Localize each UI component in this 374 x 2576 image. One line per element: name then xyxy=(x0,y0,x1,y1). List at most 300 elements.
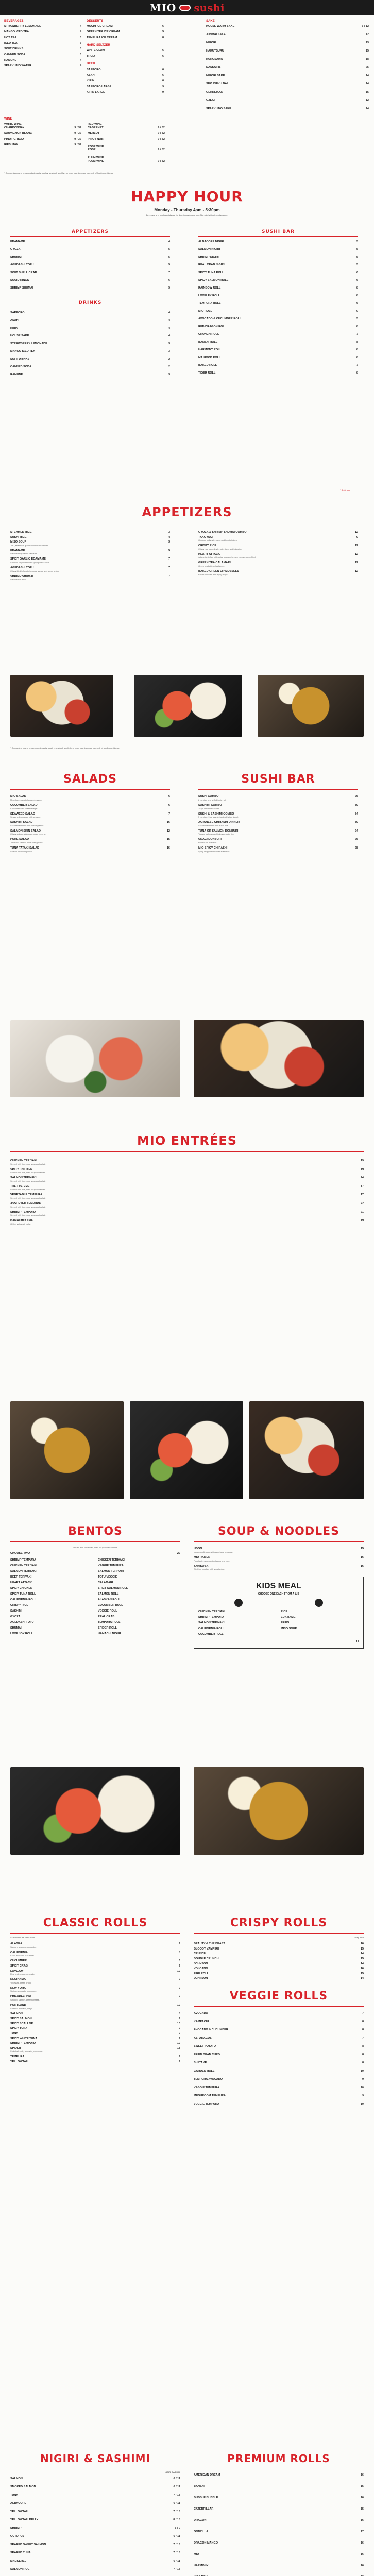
menu-item-price: 15 xyxy=(360,2507,364,2511)
happy-hour-subtitle: Monday - Thursday 4pm - 5:30pm xyxy=(154,207,220,212)
menu-item-row xyxy=(198,838,358,841)
menu-item-row xyxy=(206,49,369,58)
option-item: CUCUMBER ROLL xyxy=(98,1603,123,1607)
bentos-column xyxy=(10,1525,180,1638)
menu-item-name: CANNED SODA xyxy=(10,365,31,368)
menu-item-name: PINOT NOIR xyxy=(88,137,105,141)
menu-item-price: 8 xyxy=(178,1951,180,1954)
menu-item-row xyxy=(10,1193,364,1197)
menu-item-price: 9 xyxy=(178,2055,180,2059)
menu-item-name: SALMON SKIN SALAD xyxy=(10,829,41,833)
menu-item-name: SASHIMI SALAD xyxy=(10,821,33,824)
menu-item-price: 8 xyxy=(356,325,358,328)
menu-item-row xyxy=(10,2494,180,2502)
menu-item-name: DRAGON MANGO xyxy=(194,2541,218,2545)
menu-item-price: 16 xyxy=(360,1967,364,1971)
menu-item-name: BANZAI ROLL xyxy=(198,340,218,344)
menu-item-row xyxy=(198,310,358,317)
menu-item-name: SOFT DRINKS xyxy=(10,357,30,361)
menu-item-row xyxy=(194,2485,364,2496)
menu-item-price: 10 xyxy=(177,2022,180,2025)
option-item: SPICY SALMON ROLL xyxy=(98,1586,128,1590)
menu-item-price: 8 xyxy=(356,348,358,351)
menu-item-price: 6 / 11 xyxy=(173,2534,180,2538)
menu-item-price: 14 xyxy=(360,1977,364,1980)
option-item: SPICY CHICKEN xyxy=(10,1586,32,1590)
menu-item-name: ICED TEA xyxy=(4,42,18,45)
menu-item-price: 25 xyxy=(365,66,369,70)
menu-item-price: 12 xyxy=(166,829,170,833)
menu-item-price: 6 / 11 xyxy=(173,2477,180,2480)
menu-item-name: RAMUNE xyxy=(4,59,17,62)
menu-item-row xyxy=(206,107,369,115)
menu-item-name: CRISPY RICE xyxy=(198,544,217,548)
option-item: CALAMARI xyxy=(98,1581,113,1584)
hh-appetizers-title: APPETIZERS xyxy=(72,229,109,234)
menu-item-price: 9 xyxy=(362,2094,364,2098)
menu-item-row xyxy=(10,566,170,570)
desserts-list xyxy=(87,25,164,42)
menu-item-price: 15 xyxy=(166,838,170,841)
menu-item-name: GEKKEIKAN xyxy=(206,91,224,94)
menu-item-description: Salmon, avocado, cucumber. xyxy=(10,1945,37,1948)
menu-item-row xyxy=(10,319,170,327)
kids-meal-subtitle: CHOOSE ONE EACH FROM A & B xyxy=(258,1592,300,1596)
menu-item-row xyxy=(198,341,358,348)
menu-item-name: SHRIMP TEMPURA xyxy=(10,2042,37,2045)
menu-item-row xyxy=(198,294,358,302)
menu-item-description: Cucumber with sweet vinegar. xyxy=(10,807,38,810)
menu-item-description: Seasoned seaweed with sesame. xyxy=(10,816,41,819)
premium-rolls-column xyxy=(194,2452,364,2576)
classic-rolls-rule xyxy=(10,1933,180,1934)
menu-item-name: ASPARAGUS xyxy=(194,2037,212,2040)
menu-item-description: Broiled eel over rice. xyxy=(198,841,217,844)
menu-item-price: 6 xyxy=(162,73,164,77)
menu-item-name: SAPPORO xyxy=(10,311,25,314)
menu-item-row xyxy=(206,82,369,91)
rolls-section xyxy=(0,1917,374,2432)
menu-item-price: 10 xyxy=(177,1969,180,1973)
menu-item-price: 7 xyxy=(168,566,170,569)
menu-item-name: GYOZA xyxy=(10,247,21,251)
beverages-column xyxy=(4,18,81,70)
menu-item-price: 9 xyxy=(178,2027,180,2030)
menu-item-price: 4 xyxy=(168,326,170,330)
menu-item-name: ASSORTED TEMPURA xyxy=(10,1201,41,1205)
menu-item-price: 8 xyxy=(178,2012,180,2015)
menu-item-price: 21 xyxy=(360,1210,364,1214)
red-wine-list xyxy=(88,126,165,143)
menu-item-name: SEAWEED SALAD xyxy=(10,812,35,816)
menu-item-description: Stir fried noodles with vegetables. xyxy=(194,1568,225,1571)
menu-item-description: Real crab, mayo, avocado. xyxy=(10,1973,35,1976)
menu-item-price: 10 xyxy=(360,2103,364,2106)
menu-item-price: 16 xyxy=(360,1555,364,1559)
menu-item-price: 10 xyxy=(177,2042,180,2045)
menu-item-price: 7 xyxy=(356,363,358,367)
menu-item-price: 5 xyxy=(356,255,358,259)
menu-item-price: 5 xyxy=(168,255,170,259)
menu-item-name: SQUID RINGS xyxy=(10,278,29,282)
menu-item-row xyxy=(194,2045,364,2053)
happy-hour-section xyxy=(0,188,374,497)
menu-item-price: 8 xyxy=(362,2020,364,2024)
menu-item-name: ASAHI xyxy=(10,318,20,322)
menu-item-price: 6 xyxy=(356,278,358,282)
menu-item-row xyxy=(4,59,81,64)
menu-item-name: POKE SALAD xyxy=(10,838,29,841)
rose-wine-list xyxy=(88,148,165,154)
menu-item-row xyxy=(194,2086,364,2094)
menu-item-name: BAKED GREEN LIP MUSSELS xyxy=(198,569,239,573)
menu-item-price: 17 xyxy=(360,1193,364,1197)
menu-item-row xyxy=(198,364,358,371)
menu-item-row xyxy=(194,2078,364,2086)
menu-item-price: 6 xyxy=(168,795,170,799)
menu-item-price: 9 xyxy=(362,2078,364,2081)
hh-appetizers-column xyxy=(10,229,170,381)
menu-item-price: 9 / 32 xyxy=(74,131,81,135)
menu-item-price: 8 xyxy=(362,2053,364,2057)
menu-item-name: STEAMED RICE xyxy=(10,531,32,534)
menu-item-name: KIRIN xyxy=(10,326,18,330)
menu-item-price: 16 xyxy=(166,846,170,850)
menu-item-name: GODZILLA xyxy=(194,2530,209,2533)
happy-hour-title: HAPPY HOUR xyxy=(131,188,243,205)
menu-item-price: 7 xyxy=(362,2037,364,2040)
menu-item-name: RAINBOW ROLL xyxy=(198,286,221,290)
menu-item-price: 7 / 13 xyxy=(173,2543,180,2546)
appetizers-right xyxy=(198,531,358,579)
menu-item-name: TUNA xyxy=(10,2031,19,2035)
sushi-bar-photo xyxy=(194,1020,364,1097)
menu-item-price: 14 xyxy=(365,82,369,86)
menu-item-price: 2 xyxy=(168,357,170,361)
menu-item-name: RAMUNE xyxy=(10,372,23,376)
menu-item-row xyxy=(10,2042,180,2045)
menu-item-price: 10 xyxy=(177,2003,180,2007)
menu-item-price: 9 xyxy=(178,1986,180,1990)
menu-item-price: 12 xyxy=(365,33,369,37)
menu-item-name: TAKOYAKI xyxy=(198,535,213,539)
kids-a-icon xyxy=(234,1599,243,1607)
menu-item-price: 9 / 32 xyxy=(158,148,165,152)
menu-item-row xyxy=(198,325,358,333)
menu-item-name: SALMON NIGIRI xyxy=(198,247,220,251)
menu-item-price: 8 xyxy=(362,2045,364,2048)
menu-item-row xyxy=(4,143,81,149)
menu-item-name: LOVEJOY xyxy=(10,1969,24,1973)
option-item: CALIFORNIA ROLL xyxy=(10,1598,37,1601)
appetizers-title: APPETIZERS xyxy=(142,505,232,519)
menu-item-row xyxy=(10,540,170,544)
menu-item-name: SHRIMP SHUMAI xyxy=(10,574,33,578)
menu-item-row xyxy=(10,1942,180,1946)
menu-item-row xyxy=(10,334,170,342)
menu-item-row xyxy=(4,138,81,143)
menu-item-row xyxy=(194,1952,364,1956)
menu-item-description: Tuna and salmon poke over greens. xyxy=(10,841,43,844)
menu-item-row xyxy=(10,256,170,263)
menu-item-name: TUNA xyxy=(10,2493,19,2497)
menu-item-name: BLOODY VAMPIRE xyxy=(194,1947,219,1951)
wine-block xyxy=(4,115,200,165)
menu-item-row xyxy=(194,2103,364,2111)
menu-item-row xyxy=(10,1964,180,1968)
menu-item-row xyxy=(198,286,358,294)
menu-item-description: Served with rice, miso soup and salad. xyxy=(10,1196,46,1199)
option-item: SPICY TUNA ROLL xyxy=(10,1592,36,1596)
menu-item-name: HOT TEA xyxy=(4,36,17,40)
menu-item-name: CATERPILLAR xyxy=(194,2507,214,2511)
kids-price-row xyxy=(198,1640,359,1644)
menu-item-row xyxy=(10,2560,180,2568)
menu-item-price: 6 xyxy=(162,25,164,28)
menu-item-name: FIRE ROLL xyxy=(194,1972,209,1975)
menu-item-price: 3 xyxy=(79,47,81,51)
menu-item-name: UDON xyxy=(194,1547,202,1551)
menu-item-price: 8 xyxy=(356,294,358,297)
menu-item-row xyxy=(10,358,170,365)
menu-item-description: 15 pc assorted sashimi. xyxy=(198,807,220,810)
entrees-title: MIO ENTRÉES xyxy=(137,1133,237,1148)
menu-item-row xyxy=(10,240,170,248)
menu-item-row xyxy=(10,557,170,561)
menu-item-row xyxy=(194,1972,364,1976)
menu-item-price: 15 xyxy=(365,49,369,53)
appetizer-photo-2 xyxy=(134,675,242,737)
menu-item-row xyxy=(194,1977,364,1980)
menu-item-price: 6 / 11 xyxy=(173,2559,180,2563)
menu-item-price: 9 / 32 xyxy=(158,131,165,135)
menu-item-price: 7 / 13 xyxy=(173,2493,180,2497)
menu-item-name: MIO xyxy=(194,2553,199,2556)
menu-item-price: 3 xyxy=(79,42,81,45)
veggie-rolls-title: VEGGIE ROLLS xyxy=(229,1989,328,2003)
menu-item-row xyxy=(194,2061,364,2070)
salads-column xyxy=(10,773,170,855)
drinks-section xyxy=(0,18,374,182)
menu-item-row xyxy=(10,536,170,539)
option-item: SHRIMP TEMPURA xyxy=(198,1616,225,1619)
menu-item-price: 6 xyxy=(162,55,164,58)
menu-item-price: 9 xyxy=(162,90,164,94)
menu-item-name: SAUVIGNON BLANC xyxy=(4,131,32,135)
menu-item-name: MIO ROLL xyxy=(198,309,212,313)
menu-item-name: SHRIMP TEMPURA xyxy=(10,1210,37,1214)
menu-item-price: 14 xyxy=(365,74,369,78)
menu-item-name: SPICY CHICKEN xyxy=(10,1167,32,1171)
menu-item-name: SOFT SHELL CRAB xyxy=(10,270,37,274)
entree-photo-1 xyxy=(10,1401,124,1499)
menu-item-description: Smoked salmon, cream cheese. xyxy=(10,1998,40,2001)
menu-item-price: 5 xyxy=(356,263,358,266)
menu-item-name: TIGER ROLL xyxy=(198,371,216,375)
menu-item-name: OCTOPUS xyxy=(10,2534,25,2538)
menu-item-description: Grilled yellowtail collar. xyxy=(10,1222,31,1225)
menu-item-name: CABERNET xyxy=(88,126,104,129)
menu-item-price: 9 / 32 xyxy=(158,126,165,129)
menu-item-description: Pork broth ramen with chashu and egg. xyxy=(194,1559,230,1562)
menu-item-description: Soft shell crab, avocado, cucumber. xyxy=(10,2050,43,2053)
menu-item-description: Served with rice, miso soup and salad. xyxy=(10,1188,46,1191)
menu-item-name: SHUMAI xyxy=(10,255,22,259)
menu-item-price: 9 xyxy=(178,2017,180,2021)
menu-item-name: SPICY GARLIC EDAMAME xyxy=(10,557,46,561)
menu-item-price: 19 xyxy=(360,1167,364,1171)
classic-rolls-note: All available as Hand Rolls xyxy=(10,1936,35,1939)
menu-item-row xyxy=(194,2553,364,2564)
menu-item-row xyxy=(87,49,164,55)
menu-header xyxy=(0,0,374,15)
menu-item-price: 6 xyxy=(356,270,358,274)
menu-item-description: Assorted sashimi over sushi rice. xyxy=(198,824,229,827)
menu-item-price: 8 / 15 xyxy=(173,2518,180,2521)
hh-drinks-list xyxy=(10,311,170,381)
menu-item-row xyxy=(10,795,170,799)
menu-item-name: VEGGIE TEMPURA xyxy=(194,2103,219,2106)
menu-item-price: 15 xyxy=(365,91,369,94)
menu-item-price: 8 xyxy=(356,340,358,344)
menu-item-name: CUCUMBER xyxy=(10,1959,27,1963)
menu-item-price: 14 xyxy=(360,1962,364,1965)
soups-list xyxy=(194,1547,364,1570)
option-item: CALIFORNIA ROLL xyxy=(198,1627,225,1631)
menu-item-name: LOVELEY ROLL xyxy=(198,294,220,297)
menu-item-price: 6 xyxy=(162,49,164,53)
kids-meal-box xyxy=(194,1577,364,1649)
menu-item-row xyxy=(10,2047,180,2050)
option-item: VEGGIE TEMPURA xyxy=(98,1564,124,1567)
menu-item-name: SUSHI RICE xyxy=(10,535,27,539)
beverages-list xyxy=(4,25,81,70)
menu-item-row xyxy=(10,286,170,294)
menu-item-name: MIO SALAD xyxy=(10,795,26,799)
menu-item-row xyxy=(194,1547,364,1551)
entrees-rule xyxy=(10,1151,364,1152)
white-wine-title: WHITE WINE xyxy=(4,123,22,126)
menu-item-row xyxy=(10,342,170,350)
menu-item-name: MIO RAMEN xyxy=(194,1555,211,1559)
menu-item-row xyxy=(4,64,81,70)
menu-item-name: TEMPURA xyxy=(10,2055,25,2059)
menu-item-price: 13 xyxy=(177,2046,180,2050)
menu-item-price: 9 / 32 xyxy=(74,126,81,129)
menu-item-name: VEGGIE TEMPURA xyxy=(194,2086,219,2090)
bentos-price: 29 xyxy=(177,1552,180,1555)
menu-item-row xyxy=(194,1947,364,1951)
menu-item-row xyxy=(10,311,170,319)
appetizer-photo-1 xyxy=(10,675,113,737)
menu-item-row xyxy=(194,2028,364,2037)
menu-item-price: 6 xyxy=(168,278,170,282)
menu-item-name: HAKUTSURU xyxy=(206,49,224,53)
menu-item-price: 6 xyxy=(168,803,170,807)
kids-price: 12 xyxy=(355,1640,359,1644)
seltzer-title: HARD SELTZER xyxy=(87,44,110,47)
menu-item-name: DOUBLE CRUNCH xyxy=(194,1957,219,1960)
menu-item-row xyxy=(194,2530,364,2541)
menu-item-row xyxy=(194,2012,364,2020)
menu-item-name: SEARED TUNA xyxy=(10,2551,31,2554)
classic-rolls-column xyxy=(10,1917,180,2065)
menu-item-row xyxy=(206,25,369,33)
menu-item-name: CALIFORNIA xyxy=(10,1951,28,1954)
menu-item-name: NIGORI xyxy=(206,41,216,45)
menu-item-price: 16 xyxy=(360,2519,364,2522)
menu-item-price: 3 xyxy=(168,372,170,376)
option-item: SALMON TERIYAKI xyxy=(10,1569,37,1573)
menu-item-price: 6 xyxy=(162,79,164,82)
menu-item-row xyxy=(198,248,358,256)
menu-item-name: DASSAI 45 xyxy=(206,66,221,70)
menu-item-price: 14 xyxy=(365,107,369,111)
option-item: VEGGIE ROLL xyxy=(98,1609,117,1613)
menu-item-name: PINOT GRIGIO xyxy=(4,137,24,141)
menu-item-name: GREEN TEA CALAMARI xyxy=(198,561,231,565)
appetizer-photo-3 xyxy=(258,675,364,737)
menu-item-name: STRAWBERRY LEMONADE xyxy=(10,342,47,345)
menu-item-row xyxy=(198,371,358,379)
classic-rolls-title: CLASSIC ROLLS xyxy=(43,1917,148,1929)
menu-item-name: GARDEN ROLL xyxy=(194,2070,215,2073)
menu-item-description: Assorted sashimi over mixed greens. xyxy=(10,824,44,827)
menu-item-description: Served with rice, miso soup and salad. xyxy=(10,1205,46,1208)
menu-item-description: Tuna or salmon sashimi over sushi rice. xyxy=(198,833,235,836)
sushi-bar-list xyxy=(198,795,358,852)
menu-item-price: 5 xyxy=(356,317,358,320)
menu-item-row xyxy=(87,36,164,42)
menu-item-name: CANNED SODA xyxy=(4,53,25,57)
menu-item-row xyxy=(10,2032,180,2036)
menu-item-row xyxy=(87,30,164,36)
menu-item-name: SALMON ROE xyxy=(10,2567,30,2571)
menu-item-name: SHRIMP NIGIRI xyxy=(198,255,219,259)
menu-item-row xyxy=(198,240,358,248)
menu-item-description: Salmon, avocado, mayo. xyxy=(10,2007,33,2010)
kids-a-list xyxy=(198,1610,276,1638)
option-item: SHRIMP TEMPURA xyxy=(10,1558,37,1562)
menu-item-name: YELLOWTAIL BELLY xyxy=(10,2518,39,2521)
menu-item-name: SALMON xyxy=(10,2012,23,2015)
sushi-bar-column xyxy=(198,773,358,855)
menu-item-name: NEW YORK xyxy=(10,1986,26,1990)
hh-appetizers-list xyxy=(10,240,170,294)
menu-item-price: 8 xyxy=(356,286,358,290)
menu-item-name: MUSHROOM TEMPURA xyxy=(194,2094,226,2098)
menu-item-price: 9 / 32 xyxy=(158,159,165,163)
menu-item-name: SASHIMI COMBO xyxy=(198,803,222,807)
menu-item-price: 9 xyxy=(178,1978,180,1981)
menu-item-name: PORTLAND xyxy=(10,2003,26,2007)
sake-column xyxy=(206,18,369,115)
menu-item-name: ASAHI xyxy=(87,73,96,77)
menu-item-name: VOLCANO xyxy=(194,1967,208,1971)
menu-item-row xyxy=(206,99,369,107)
menu-item-price: 5 xyxy=(168,286,170,290)
menu-item-row xyxy=(10,263,170,271)
veggie-rolls-list xyxy=(194,2012,364,2111)
rose-wine-title: ROSE WINE xyxy=(88,145,104,148)
drinks-footnote: * Consuming raw or undercooked meats, poultry, seafood, shellfish, or eggs may increase your risk of foodborne illness. xyxy=(4,172,114,174)
menu-item-name: CRUNCH xyxy=(194,1952,206,1956)
menu-item-row xyxy=(194,2496,364,2507)
option-item: TOFU VEGGIE xyxy=(98,1575,117,1579)
premium-rolls-title: PREMIUM ROLLS xyxy=(227,2452,330,2465)
menu-item-price: 10 xyxy=(360,2070,364,2073)
menu-item-row xyxy=(194,2507,364,2519)
